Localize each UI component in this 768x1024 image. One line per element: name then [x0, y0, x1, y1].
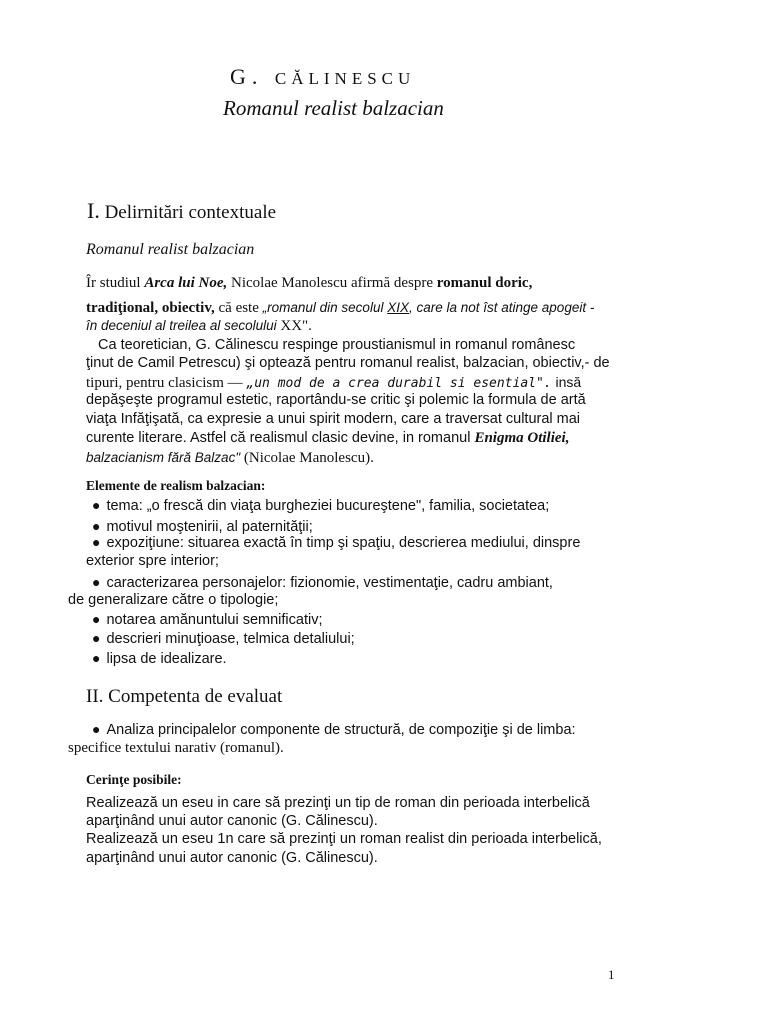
para2-line1: Ca teoretician, G. Călinescu respinge proustianismul in romanul românesc [98, 337, 576, 353]
text-run: tipuri, pentru clasicism — [86, 375, 247, 391]
list-item [92, 534, 580, 552]
para2-line5: viaţa Infăţişată, ca expresie a unui spirit modern, care a traversat cultural mai [86, 411, 581, 427]
bullet-icon: ● [92, 611, 101, 627]
quote-run: balzacianism fără Balzac" [86, 450, 241, 465]
quote-run: în deceniul al treilea al secolului [86, 318, 277, 333]
text-run: Nicolae Manolescu afirmă despre [227, 275, 437, 291]
quote-run: „romanul din secolul [262, 300, 388, 315]
quote-run: , care la not îst atinge apogeit - [408, 300, 595, 315]
section-1-heading [87, 198, 276, 224]
text-run: că este [214, 300, 263, 316]
para2-line6 [86, 430, 569, 447]
list-item-continuation: de generalizare către o tipologie; [68, 592, 279, 608]
list-item-text: notarea amănuntului semnificativ; [106, 612, 323, 628]
list-item [92, 630, 355, 648]
author-surname: CĂLINESCU [274, 69, 416, 88]
text-run: curente literare. Astfel că realismul clasic devine, in romanul [86, 430, 475, 446]
list-item [92, 574, 553, 592]
page-number: 1 [608, 967, 615, 982]
list-item-text: tema: „o frescă din viaţa burgheziei bucureştene", familia, societatea; [106, 498, 550, 514]
bullet-icon: ● [92, 497, 101, 513]
list-item [92, 611, 322, 629]
list-item-continuation: exterior spre interior; [86, 553, 219, 569]
list-item-text: descrieri minuţioase, telmica detaliului; [106, 631, 355, 647]
para2-line4: depăşeşte programul estetic, raportându-se critic şi polemic la formula de artă [86, 392, 586, 408]
document-subtitle: Romanul realist balzacian [223, 96, 444, 120]
list-item-text: caracterizarea personajelor: fizionomie, vestimentaţie, cadru ambiant, [106, 575, 553, 591]
bullet-icon: ● [92, 534, 101, 550]
requirement-2-line1: Realizează un eseu 1n care să prezinţi un roman realist din perioada interbelică, [86, 831, 602, 847]
text-run: Îr studiul [86, 275, 145, 291]
section-1-subheading: Romanul realist balzacian [86, 241, 255, 258]
bullet-icon: ● [92, 518, 101, 534]
text-run: insă [551, 374, 582, 390]
author-initial: G. [230, 64, 264, 89]
para2-line3 [86, 374, 581, 392]
section-1-numeral: I. [87, 198, 100, 223]
author-name [230, 64, 415, 90]
para1-line2 [86, 299, 594, 317]
para1-line1 [86, 275, 532, 292]
section-2-heading: II. Competenta de evaluat [86, 686, 283, 707]
bullet-icon: ● [92, 650, 101, 666]
requirement-1-line2: aparţinând unui autor canonic (G. Călinescu). [86, 813, 378, 829]
requirements-heading: Cerinţe posibile: [86, 772, 182, 787]
requirement-2-line2: aparţinând unui autor canonic (G. Călinescu). [86, 850, 378, 866]
para1-line3 [86, 317, 312, 335]
list-item-text: motivul moştenirii, al paternităţii; [106, 519, 313, 535]
bullet-icon: ● [92, 721, 101, 737]
quote-run-underlined: XIX [387, 300, 409, 315]
text-run-bold: romanul doric, [436, 275, 533, 291]
list-item-text: expoziţiune: situarea exactă în timp şi spaţiu, descrierea mediului, dinspre [106, 535, 581, 551]
book-title-enigma: Enigma Otiliei, [474, 430, 570, 446]
list-item-text: lipsa de idealizare. [106, 651, 227, 667]
para2-line2: ţinut de Camil Petrescu) şi optează pentru romanul realist, balzacian, obiectiv,- de [86, 355, 610, 371]
book-title-arca: Arca lui Noe, [144, 275, 228, 291]
quote-run: „un mod de a crea durabil si esential". [246, 376, 552, 391]
list-item-text: Analiza principalelor componente de structură, de compoziţie şi de limba: [106, 722, 576, 738]
list-item [92, 721, 576, 739]
list-item-continuation: specifice textului narativ (romanul). [68, 740, 284, 756]
list-item [92, 650, 227, 668]
text-run-bold: tradiţional, obiectiv, [86, 300, 215, 316]
list-item [92, 497, 549, 515]
elements-heading: Elemente de realism balzacian: [86, 478, 266, 493]
bullet-icon: ● [92, 630, 101, 646]
section-1-title: Delirnitări contextuale [104, 202, 277, 223]
bullet-icon: ● [92, 574, 101, 590]
text-run: XX". [276, 318, 312, 334]
text-run: (Nicolae Manolescu). [240, 450, 374, 466]
para2-line7 [86, 449, 374, 467]
requirement-1-line1: Realizează un eseu in care să prezinţi un tip de roman din perioada interbelică [86, 795, 590, 811]
